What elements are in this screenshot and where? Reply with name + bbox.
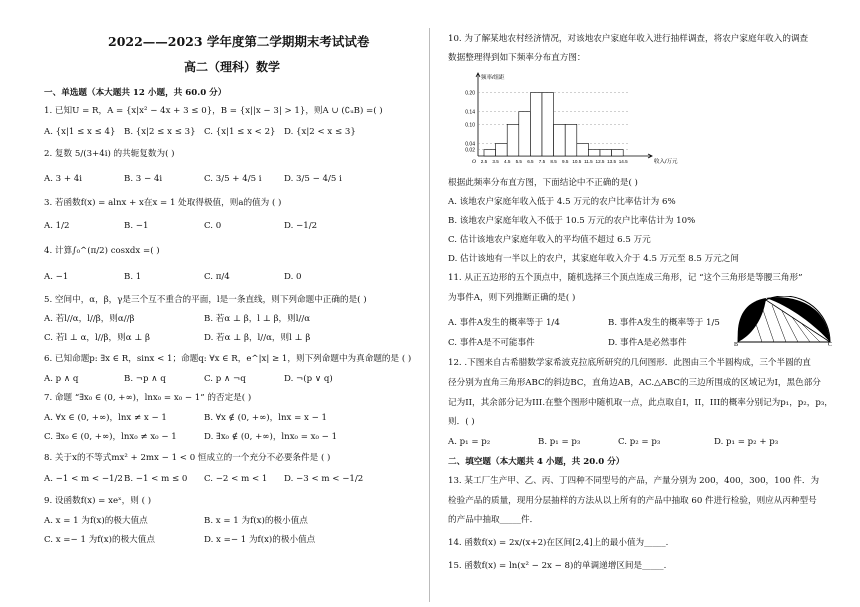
histogram-bar [519,112,531,156]
q4-option-c[interactable]: C. π/4 [204,272,230,282]
q12-line3: 记为II，其余部分记为III.在整个图形中随机取一点，此点取自I，II，III的概率分别记为p₁，p₂，p₃， [448,398,833,408]
y-tick-label: 0.20 [465,90,475,97]
q6-option-a[interactable]: A. p ∧ q [44,374,79,384]
q12-line2: 径分别为直角三角形ABC的斜边BC，直角边AB，AC.△ABC的三边所围成的区域记为I，黑色部分 [448,378,821,388]
q1-stem: 1. 已知U = R，A = {x|x² − 4x + 3 ≤ 0}，B = {x||x − 3| > 1}，则A ∪ (∁ᵤB) =( ) [44,106,383,116]
q6-stem: 6. 已知命题p: ∃x ∈ R，sinx < 1；命题q: ∀x ∈ R，e^|x| ≥ 1，则下列命题中为真命题的是 ( ) [44,354,412,364]
q6-option-c[interactable]: C. p ∧ ¬q [204,374,246,384]
q8-option-d[interactable]: D. −3 < m < −1/2 [284,474,364,484]
q10-option-d[interactable]: D. 估计该地有一半以上的农户，其家庭年收入介于 4.5 万元至 8.5 万元之间 [448,254,739,264]
q10-question: 根据此频率分布直方图，下面结论中不正确的是( ) [448,178,638,188]
q2-option-b[interactable]: B. 3 − 4i [124,174,163,184]
y-tick-label: 0.10 [465,122,475,129]
exam-title: 2022——2023 学年度第二学期期末考试试卷 [108,34,370,49]
q1-option-a[interactable]: A. {x|1 ≤ x ≤ 4} [44,127,116,137]
q13-line1: 13. 某工厂生产甲、乙、丙、丁四种不同型号的产品，产量分别为 200，400，300，100 件．为 [448,476,820,486]
vertex-label-b: B [734,342,739,346]
x-tick-label: 12.5 [595,159,605,164]
q7-option-d[interactable]: D. ∃x₀ ∉ (0, +∞)，lnx₀ = x₀ − 1 [204,432,338,442]
histogram-bar [588,150,600,156]
q11-stem-line1: 11. 从正五边形的五个顶点中，随机选择三个顶点连成三角形，记 “这个三角形是等腰三角形” [448,273,803,283]
q11-option-a[interactable]: A. 事件A发生的概率等于 1/4 [448,318,560,328]
q10-stem-line1: 10. 为了解某地农村经济情况，对该地农户家庭年收入进行抽样调查，将农户家庭年收入的调查 [448,34,809,44]
q10-stem-line2: 数据整理得到如下频率分布直方图： [448,53,586,63]
vertex-label-c: C [828,342,833,346]
histogram-bar [542,93,554,156]
q3-option-b[interactable]: B. −1 [124,221,149,231]
origin-label: O [472,159,476,165]
q8-option-c[interactable]: C. −2 < m < 1 [204,474,268,484]
x-tick-label: 11.5 [584,159,593,164]
q13-line2: 检验产品的质量，现用分层抽样的方法从以上所有的产品中抽取 60 件进行检验，则应从丙种型号 [448,496,817,506]
x-tick-label: 7.5 [538,159,546,164]
q4-option-b[interactable]: B. 1 [124,272,142,282]
q5-option-a[interactable]: A. 若l//α，l//β，则α//β [44,314,135,324]
q9-option-c[interactable]: C. x =− 1 为f(x)的极大值点 [44,535,155,545]
q6-option-b[interactable]: B. ¬p ∧ q [124,374,166,384]
q9-option-d[interactable]: D. x =− 1 为f(x)的极小值点 [204,535,316,545]
histogram-bar [496,143,508,156]
y-tick-label: 0.14 [465,109,475,116]
q2-option-a[interactable]: A. 3 + 4i [44,174,83,184]
histogram-bar [530,93,542,156]
q12-option-d[interactable]: D. p₁ = p₂ + p₃ [714,437,779,447]
histogram-bar [507,124,519,156]
histogram-bar [600,150,612,156]
q2-stem: 2. 复数 5/(3+4i) 的共轭复数为( ) [44,149,175,159]
histogram-bar [577,143,589,156]
q3-option-c[interactable]: C. 0 [204,221,222,231]
vertex-label-a: A [761,300,766,306]
q12-option-b[interactable]: B. p₁ = p₃ [538,437,581,447]
q7-stem: 7. 命题 “∃x₀ ∈ (0, +∞)，lnx₀ = x₀ − 1” 的否定是( ) [44,393,252,403]
q12-option-a[interactable]: A. p₁ = p₂ [448,437,491,447]
q1-option-d[interactable]: D. {x|2 < x ≤ 3} [284,127,356,137]
q4-option-a[interactable]: A. −1 [44,272,69,282]
histogram-bar [484,150,496,156]
x-tick-label: 14.5 [618,159,628,164]
q3-stem: 3. 若函数f(x) = alnx + x在x = 1 处取得极值，则a的值为 ( ) [44,198,282,208]
q2-option-d[interactable]: D. 3/5 − 4/5 i [284,174,342,184]
x-tick-label: 13.5 [607,159,617,164]
q14-text: 14. 函数f(x) = 2x/(x+2)在区间[2,4]上的最小值为_____. [448,538,669,548]
q4-stem: 4. 计算∫₀^(π/2) cosxdx =( ) [44,246,160,256]
q12-line4: 则．( ) [448,417,475,427]
q6-option-d[interactable]: D. ¬(p ∨ q) [284,374,333,384]
q9-option-a[interactable]: A. x = 1 为f(x)的极大值点 [44,516,148,526]
q11-option-b[interactable]: B. 事件A发生的概率等于 1/5 [608,318,720,328]
q9-stem: 9. 设函数f(x) = xeˣ，则 ( ) [44,496,152,506]
q5-option-b[interactable]: B. 若α ⊥ β，l ⊥ β，则l//α [204,314,311,324]
x-tick-label: 2.5 [480,159,488,164]
q7-option-c[interactable]: C. ∃x₀ ∈ (0, +∞)，lnx₀ ≠ x₀ − 1 [44,432,177,442]
exam-subtitle: 高二（理科）数学 [184,60,281,74]
q10-option-a[interactable]: A. 该地农户家庭年收入低于 4.5 万元的农户比率估计为 6% [448,197,676,207]
q7-option-b[interactable]: B. ∀x ∉ (0, +∞)，lnx = x − 1 [204,413,327,423]
q2-option-c[interactable]: C. 3/5 + 4/5 i [204,174,262,184]
q12-option-c[interactable]: C. p₂ = p₃ [618,437,661,447]
histogram-bar [612,150,624,156]
q1-option-c[interactable]: C. {x|1 ≤ x < 2} [204,127,276,137]
frequency-histogram [448,70,698,170]
x-tick-label: 8.5 [550,159,557,164]
column-divider [429,28,430,602]
q11-option-c[interactable]: C. 事件A是不可能事件 [448,338,535,348]
q9-option-b[interactable]: B. x = 1 为f(x)的极小值点 [204,516,308,526]
q8-option-b[interactable]: B. −1 < m ≤ 0 [124,474,188,484]
hippocrates-lunes-figure [734,296,834,346]
q13-line3: 的产品中抽取_____件． [448,515,539,525]
y-tick-label: 0.02 [465,147,475,154]
q15-text: 15. 函数f(x) = ln(x² − 2x − 8)的单调递增区间是_____. [448,561,667,571]
q3-option-d[interactable]: D. −1/2 [284,221,318,231]
histogram-bar [554,124,566,156]
q3-option-a[interactable]: A. 1/2 [44,221,70,231]
q10-option-c[interactable]: C. 估计该地农户家庭年收入的平均值不超过 6.5 万元 [448,235,651,245]
q7-option-a[interactable]: A. ∀x ∈ (0, +∞)，lnx ≠ x − 1 [44,413,167,423]
x-tick-label: 10.5 [572,159,582,164]
q5-option-d[interactable]: D. 若α ⊥ β，l//α，则l ⊥ β [204,333,311,343]
q5-stem: 5. 空间中，α，β，γ是三个互不重合的平面，l是一条直线，则下列命题中正确的是( ) [44,295,367,305]
x-tick-label: 3.5 [492,159,499,164]
histogram-bar [565,124,577,156]
x-tick-label: 4.5 [504,159,511,164]
q1-option-b[interactable]: B. {x|2 ≤ x ≤ 3} [124,127,196,137]
q4-option-d[interactable]: D. 0 [284,272,302,282]
y-tick-label: 0.04 [465,141,475,148]
y-axis-label: 频率/组距 [481,75,505,81]
section-heading-fill-blank: 二、填空题（本大题共 4 小题，共 20.0 分） [448,457,625,467]
x-tick-label: 6.5 [527,159,534,164]
x-tick-label: 9.5 [562,159,569,164]
q8-stem: 8. 关于x的不等式mx² + 2mx − 1 < 0 恒成立的一个充分不必要条件是 ( ) [44,453,331,463]
q12-line1: 12. .下图来自古希腊数学家希波克拉底所研究的几何图形．此图由三个半圆构成，三个半圆的直 [448,358,811,368]
q11-option-d[interactable]: D. 事件A是必然事件 [608,338,687,348]
q10-option-b[interactable]: B. 该地农户家庭年收入不低于 10.5 万元的农户比率估计为 10% [448,216,696,226]
q8-option-a[interactable]: A. −1 < m < −1/2 [44,474,123,484]
x-tick-label: 5.5 [515,159,522,164]
q5-option-c[interactable]: C. 若l ⊥ α，l//β，则α ⊥ β [44,333,151,343]
section-heading-single-choice: 一、单选题（本大题共 12 小题，共 60.0 分） [44,88,227,98]
q11-stem-line2: 为事件A，则下列推断正确的是( ) [448,293,576,303]
x-axis-label: 收入/万元 [654,159,678,165]
